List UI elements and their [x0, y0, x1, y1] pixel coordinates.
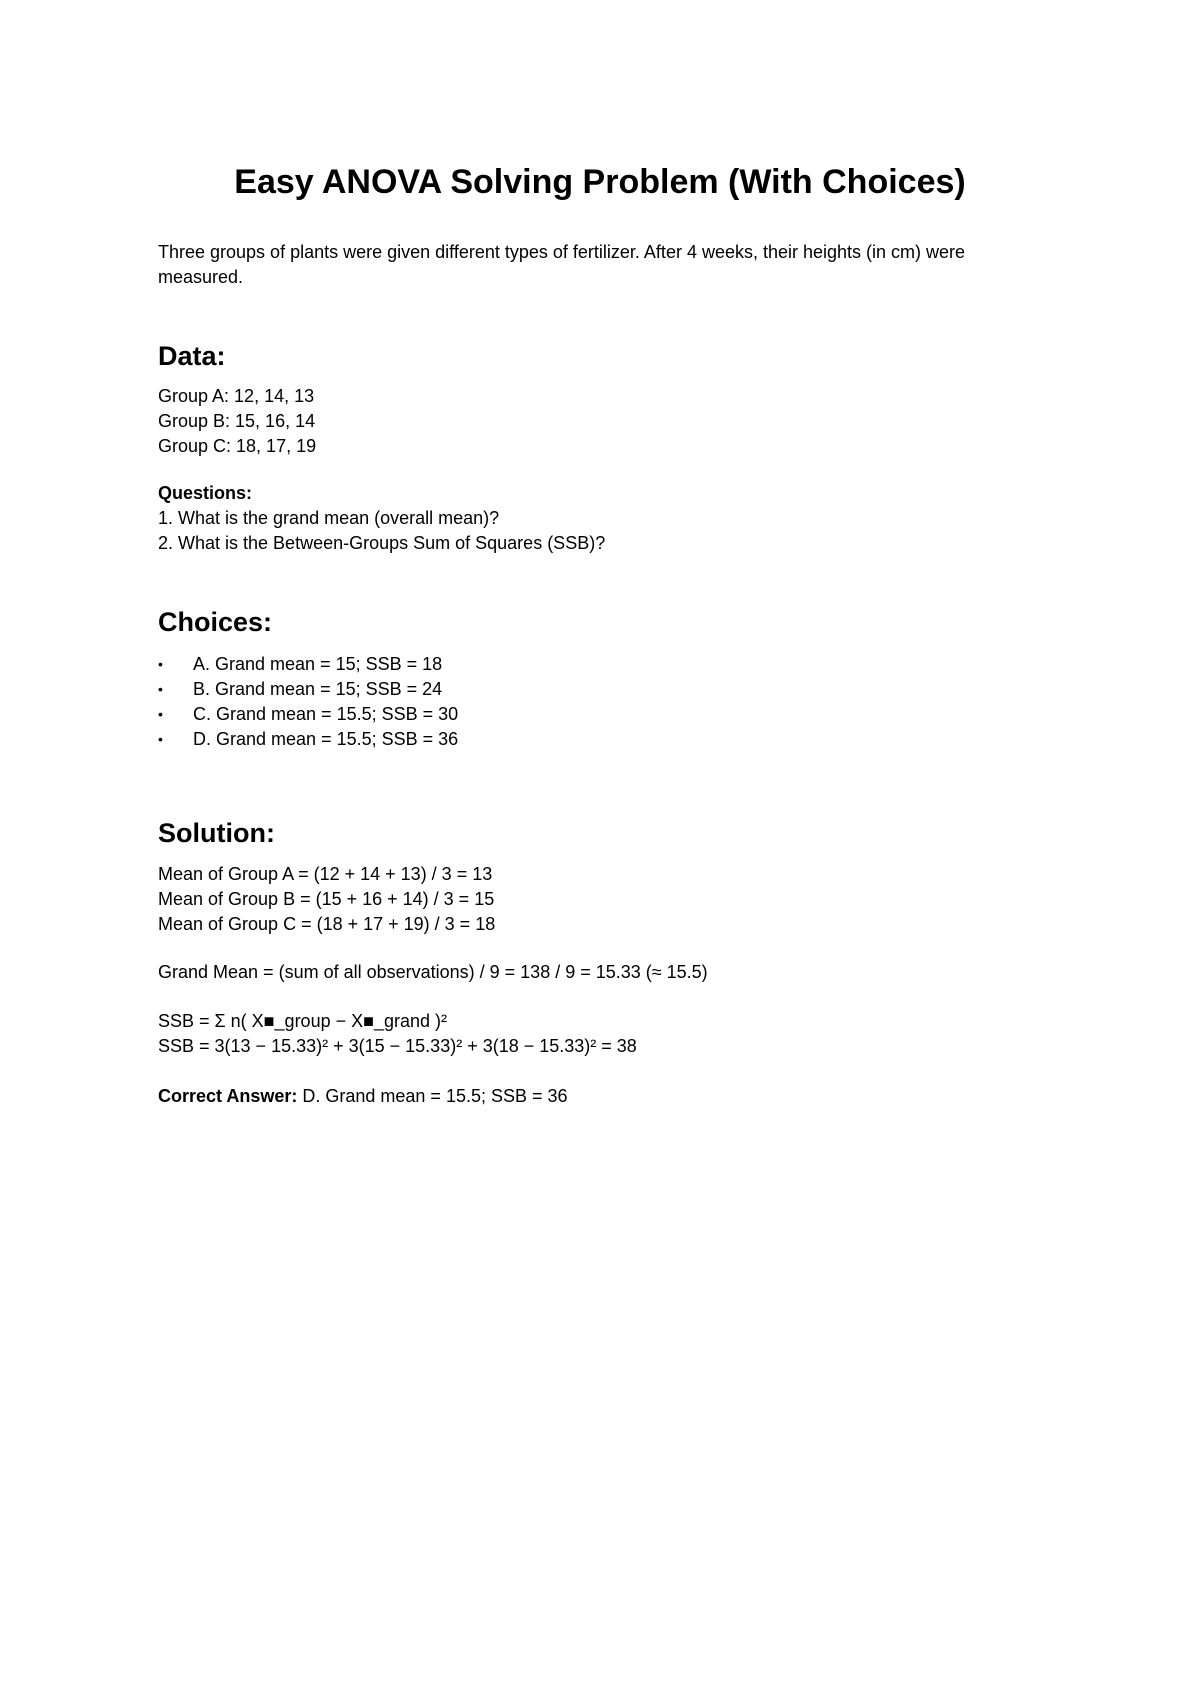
choice-text: C. Grand mean = 15.5; SSB = 30: [193, 704, 459, 724]
page-title: Easy ANOVA Solving Problem (With Choices): [234, 163, 966, 201]
solution-heading: Solution:: [158, 818, 275, 848]
question-item: 1. What is the grand mean (overall mean)?: [158, 508, 500, 528]
data-line-group-b: Group B: 15, 16, 14: [158, 411, 316, 431]
questions-block: [158, 481, 1048, 556]
data-heading: Data:: [158, 341, 226, 371]
choice-item: [158, 652, 1048, 677]
solution-mean-line: Mean of Group B = (15 + 16 + 14) / 3 = 15: [158, 889, 495, 909]
solution-mean-line: Mean of Group A = (12 + 14 + 13) / 3 = 13: [158, 864, 493, 884]
ssb-block: [158, 1009, 1048, 1059]
data-line-group-a: Group A: 12, 14, 13: [158, 386, 315, 406]
choice-text: B. Grand mean = 15; SSB = 24: [193, 679, 443, 699]
solution-mean-line: Mean of Group C = (18 + 17 + 19) / 3 = 18: [158, 914, 496, 934]
solution-means: [158, 862, 1048, 937]
data-lines: [158, 384, 1048, 459]
choice-text: A. Grand mean = 15; SSB = 18: [193, 654, 443, 674]
choices-heading: Choices:: [158, 607, 273, 637]
intro-paragraph: Three groups of plants were given different types of fertilizer. After 4 weeks, their heights (in cm) were measured.: [158, 242, 966, 287]
questions-heading: Questions:: [158, 483, 253, 503]
ssb-formula-line: SSB = Σ n( X■_group − X■_grand )²: [158, 1011, 448, 1031]
choices-list: [158, 652, 1048, 752]
choice-text: D. Grand mean = 15.5; SSB = 36: [193, 729, 459, 749]
ssb-calc-line: SSB = 3(13 − 15.33)² + 3(15 − 15.33)² + 3(18 − 15.33)² = 38: [158, 1036, 637, 1056]
choice-item: [158, 727, 1048, 752]
correct-answer-label: Correct Answer:: [158, 1086, 298, 1106]
bullet-icon: •: [158, 681, 163, 697]
bullet-icon: •: [158, 731, 163, 747]
bullet-icon: •: [158, 706, 163, 722]
choice-item: [158, 702, 1048, 727]
question-item: 2. What is the Between-Groups Sum of Squares (SSB)?: [158, 533, 606, 553]
grand-mean-line: Grand Mean = (sum of all observations) / 9 = 138 / 9 = 15.33 (≈ 15.5): [158, 962, 708, 982]
correct-answer-text: D. Grand mean = 15.5; SSB = 36: [297, 1086, 568, 1106]
bullet-icon: •: [158, 656, 163, 672]
choice-item: [158, 677, 1048, 702]
correct-answer-line: [158, 1084, 1048, 1109]
data-line-group-c: Group C: 18, 17, 19: [158, 436, 317, 456]
